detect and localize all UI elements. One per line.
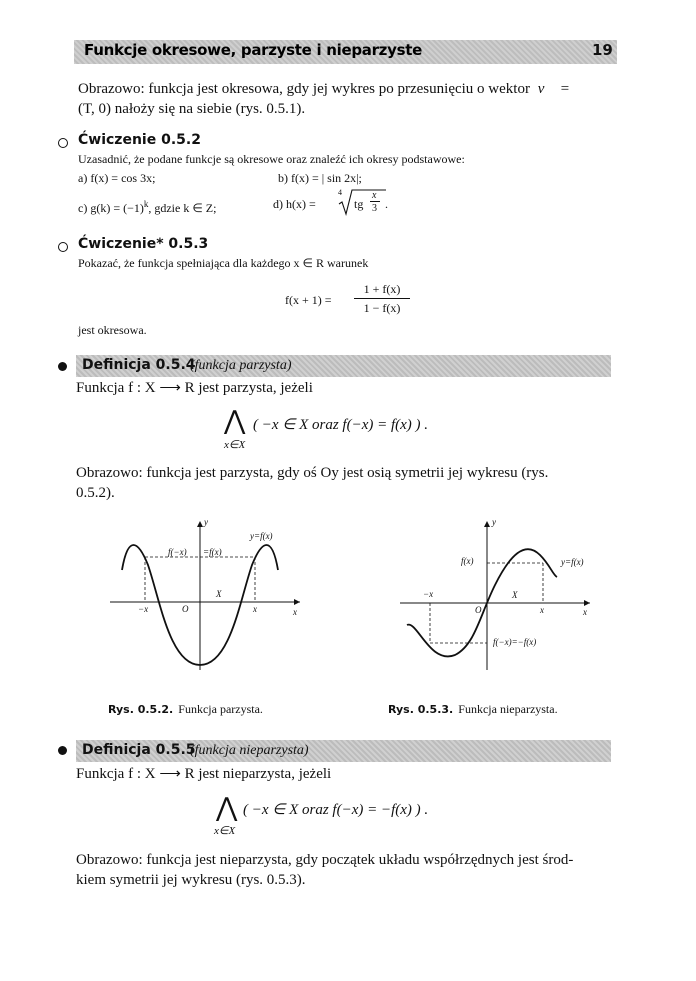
fig2-origin: O bbox=[475, 605, 482, 615]
figure-even-caption bbox=[108, 698, 263, 717]
exercise-1-c-base: c) g(k) = (−1) bbox=[78, 201, 144, 215]
fig2-caption-bold: Rys. 0.5.3. bbox=[388, 703, 454, 716]
intro-line-2: (T, 0) nałoży się na siebie (rys. 0.5.1). bbox=[78, 101, 306, 117]
fig1-set-label: X bbox=[216, 589, 222, 599]
root-index: 4 bbox=[338, 188, 342, 197]
fig1-curve-label: y=f(x) bbox=[250, 531, 273, 541]
even-function-graph bbox=[100, 515, 310, 675]
fig1-axis-x: x bbox=[293, 607, 297, 617]
definition-2-subtitle: (funkcja nieparzysta) bbox=[190, 743, 309, 758]
intro-line-1 bbox=[78, 79, 570, 99]
definition-1-obs-1: Obrazowo: funkcja jest parzysta, gdy oś Oy jest osią symetrii jej wykresu (rys. bbox=[76, 465, 549, 481]
definition-1-formula: ( −x ∈ X oraz f(−x) = f(x) ) . bbox=[253, 417, 429, 433]
definition-1-text: Funkcja f : X ⟶ R jest parzysta, jeżeli bbox=[76, 380, 313, 396]
definition-1-title: Definicja 0.5.4 bbox=[82, 357, 196, 373]
fig1-eq-label: =f(x) bbox=[203, 547, 222, 557]
fig2-neg-label: f(−x)=−f(x) bbox=[493, 637, 537, 647]
exercise-1-c-rest: , gdzie k ∈ Z; bbox=[148, 201, 217, 215]
exercise-1-d bbox=[273, 196, 316, 212]
exercise-1-c-exp: k bbox=[143, 199, 149, 209]
intro-text-1: Obrazowo: funkcja jest okresowa, gdy jej wykres po przesunięciu o wektor bbox=[78, 81, 530, 97]
definition-2-text: Funkcja f : X ⟶ R jest nieparzysta, jeżeli bbox=[76, 766, 332, 782]
definition-1-obs-2: 0.5.2). bbox=[76, 485, 115, 501]
definition-bullet-dot bbox=[58, 362, 67, 371]
exercise-2-lhs: f(x + 1) = bbox=[285, 293, 332, 307]
fourth-root-expression bbox=[338, 187, 398, 217]
exercise-1-a: a) f(x) = cos 3x; bbox=[78, 171, 156, 185]
fig1-neg-x: −x bbox=[138, 604, 149, 614]
exercise-1-b: b) f(x) = | sin 2x|; bbox=[278, 171, 362, 185]
fig2-caption: Funkcja nieparzysta. bbox=[458, 702, 558, 716]
exercise-2-num: 1 + f(x) bbox=[363, 282, 401, 296]
definition-1-subtitle: (funkcja parzysta) bbox=[190, 358, 292, 373]
fig1-caption-bold: Rys. 0.5.2. bbox=[108, 703, 174, 716]
fig2-y-label: y bbox=[492, 517, 496, 527]
exercise-1-text: Uzasadnić, że podane funkcje są okresowe oraz znaleźć ich okresy podstawowe: bbox=[78, 152, 465, 166]
fig2-neg-x: −x bbox=[423, 589, 434, 599]
page-number: 19 bbox=[592, 41, 613, 59]
exercise-1-title: Ćwiczenie 0.5.2 bbox=[78, 132, 201, 148]
exercise-bullet-circle bbox=[58, 242, 68, 252]
d-end: . bbox=[385, 197, 388, 211]
fig1-y-label: y bbox=[204, 517, 208, 527]
fig2-curve-label: y=f(x) bbox=[561, 557, 584, 567]
fig1-x: x bbox=[253, 604, 257, 614]
wedge-subscript: x∈X bbox=[224, 439, 246, 451]
fig1-value-label: f(−x) bbox=[168, 547, 187, 557]
fig2-x: x bbox=[540, 605, 544, 615]
definition-2-formula: ( −x ∈ X oraz f(−x) = −f(x) ) . bbox=[243, 802, 429, 818]
definition-2-title: Definicja 0.5.5 bbox=[82, 742, 196, 758]
definition-2-obs-2: kiem symetrii jej wykresu (rys. 0.5.3). bbox=[76, 872, 306, 888]
exercise-2-after: jest okresowa. bbox=[78, 323, 147, 337]
frac-num: x bbox=[372, 190, 377, 201]
exercise-1-c bbox=[78, 196, 216, 216]
figure-even bbox=[100, 515, 310, 675]
definition-2-obs-1: Obrazowo: funkcja jest nieparzysta, gdy początek układu współrzędnych jest środ- bbox=[76, 852, 574, 868]
figure-odd-caption bbox=[388, 698, 558, 717]
tg-text: tg bbox=[354, 197, 364, 211]
vector-eq: v⃗ = bbox=[537, 81, 570, 97]
fig1-origin: O bbox=[182, 604, 189, 614]
wedge-subscript: x∈X bbox=[214, 825, 236, 837]
exercise-2-fracbar bbox=[354, 298, 410, 299]
frac-den: 3 bbox=[372, 203, 377, 214]
big-wedge: ⋀ bbox=[224, 406, 246, 435]
fig1-caption: Funkcja parzysta. bbox=[178, 702, 263, 716]
header-title: Funkcje okresowe, parzyste i nieparzyste bbox=[84, 41, 422, 59]
root-sign-icon bbox=[338, 187, 398, 217]
fig2-fx-label: f(x) bbox=[461, 556, 474, 566]
definition-bullet-dot bbox=[58, 746, 67, 755]
exercise-2-den: 1 − f(x) bbox=[363, 301, 401, 315]
figure-odd bbox=[395, 515, 605, 675]
exercise-1-d-label: d) h(x) = bbox=[273, 197, 316, 211]
fig2-axis-x: x bbox=[583, 607, 587, 617]
exercise-2-text: Pokazać, że funkcja spełniająca dla każdego x ∈ R warunek bbox=[78, 256, 369, 270]
big-wedge: ⋀ bbox=[216, 793, 238, 822]
exercise-bullet-circle bbox=[58, 138, 68, 148]
fig2-set-label: X bbox=[512, 590, 518, 600]
exercise-2-title: Ćwiczenie* 0.5.3 bbox=[78, 236, 209, 252]
